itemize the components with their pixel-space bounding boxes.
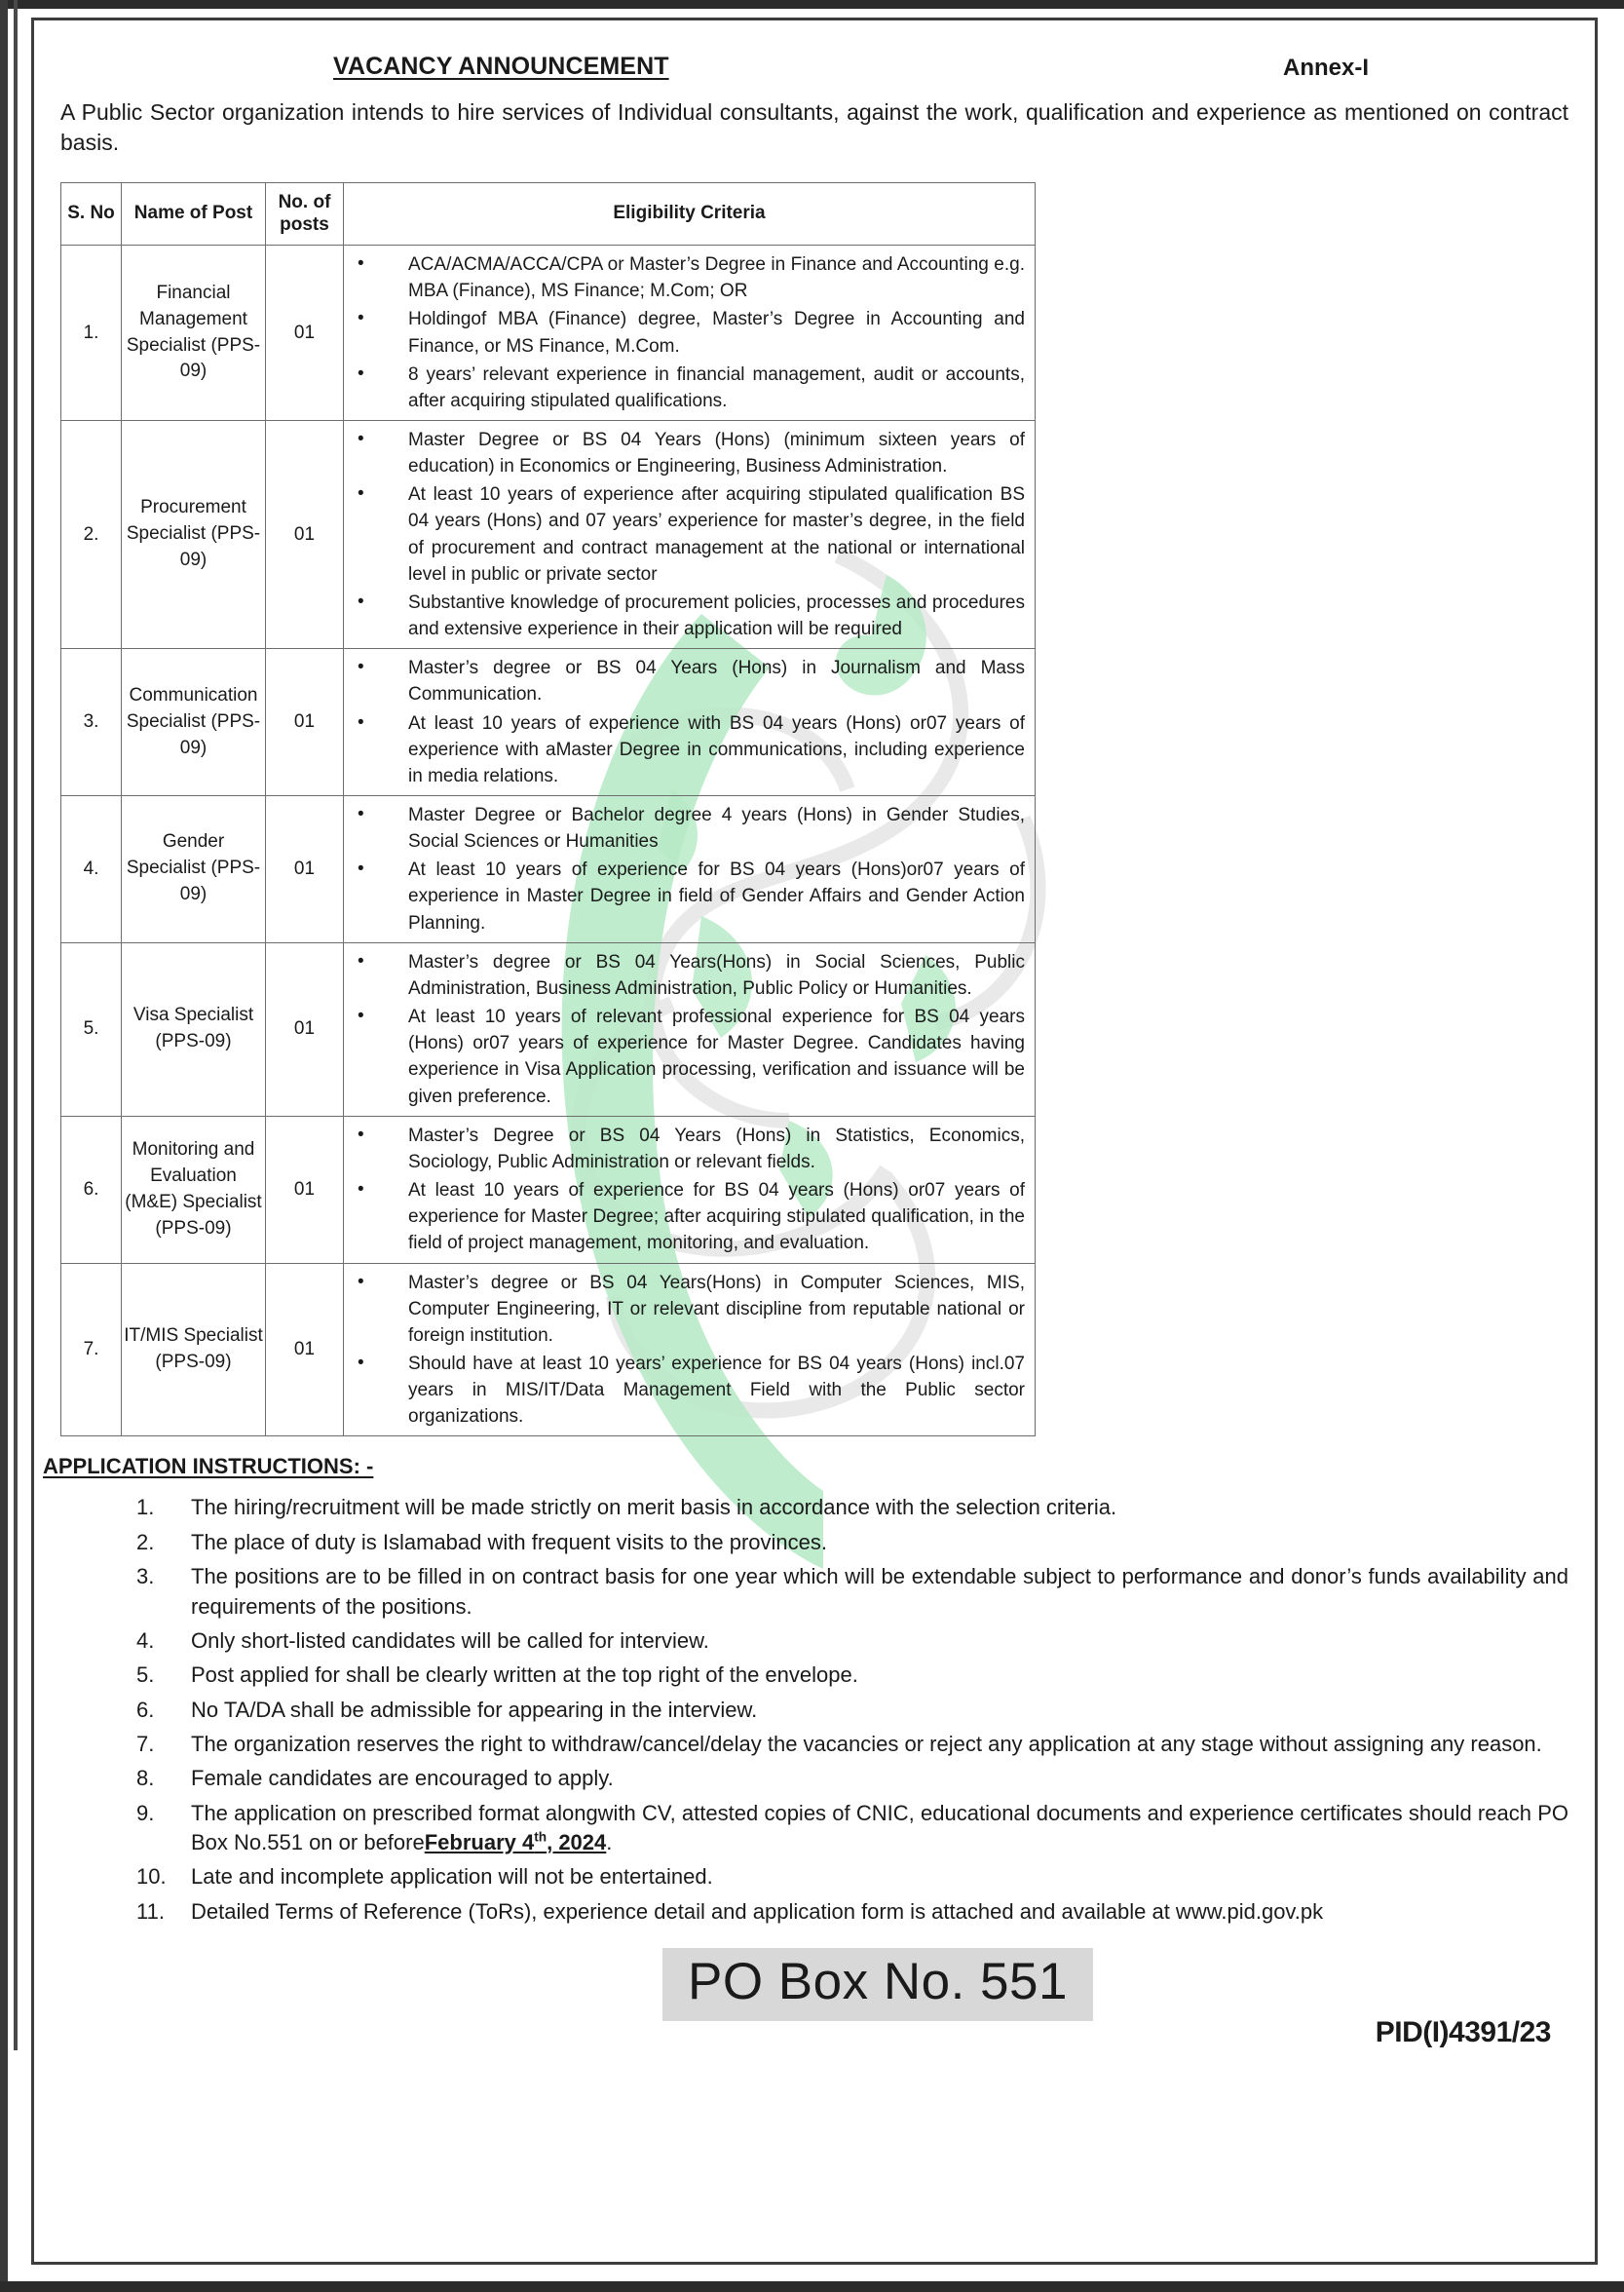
- cell-eligibility: [344, 246, 1036, 421]
- instruction-item: [136, 1799, 1568, 1858]
- instruction-text-before: The application on prescribed format alongwith CV, attested copies of CNIC, educational documents and experience certificates should reach PO Box No.551 on or before: [191, 1800, 1568, 1855]
- table-row: [61, 246, 1036, 421]
- eligibility-list: [344, 1123, 1025, 1257]
- eligibility-item: • At least 10 years of experience for BS 04 years (Hons)or07 years of experience in Master Degree in field of Gender Affairs and Gender Action Planning.: [344, 857, 1025, 936]
- vacancy-table-wrapper: [60, 182, 1568, 1437]
- cell-sno: 1.: [61, 246, 122, 421]
- cell-eligibility: [344, 796, 1036, 943]
- document-footer: [31, 1940, 1598, 2057]
- cell-sno: 5.: [61, 942, 122, 1116]
- instruction-item: Only short-listed candidates will be called for interview.: [191, 1627, 709, 1653]
- instruction-item: No TA/DA shall be admissible for appearing in the interview.: [191, 1697, 758, 1722]
- cell-eligibility: [344, 420, 1036, 648]
- cell-eligibility: [344, 649, 1036, 796]
- deadline-year: , 2024: [547, 1830, 607, 1855]
- instruction-item: Detailed Terms of Reference (ToRs), experience detail and application form is attached and available at www.pid.gov.pk: [191, 1898, 1324, 1924]
- eligibility-item: • At least 10 years of experience after acquiring stipulated qualification BS 04 years (Hons) and 07 years’ experience for master’s degree, in the field of procurement and contract management at the national or international level in public or private sector: [344, 481, 1025, 588]
- page-title: VACANCY ANNOUNCEMENT: [333, 53, 669, 80]
- instruction-item: The place of duty is Islamabad with frequent visits to the provinces.: [191, 1529, 827, 1554]
- table-row: [61, 1263, 1036, 1436]
- column-header-eligibility: Eligibility Criteria: [344, 182, 1036, 246]
- cell-eligibility: [344, 1263, 1036, 1436]
- eligibility-list: [344, 802, 1025, 936]
- instruction-item: Post applied for shall be clearly written at the top right of the envelope.: [191, 1662, 858, 1688]
- eligibility-item: • Master’s degree or BS 04 Years(Hons) in Computer Sciences, MIS, Computer Engineering, IT or relevant discipline from reputable national or foreign institution.: [344, 1270, 1025, 1349]
- application-deadline: [425, 1830, 607, 1854]
- eligibility-list: [344, 251, 1025, 414]
- annex-label: Annex-I: [1282, 55, 1369, 81]
- scan-edge-left: [0, 0, 8, 2292]
- po-box-highlight: PO Box No. 551: [662, 1948, 1093, 2021]
- instructions-list: [136, 1493, 1568, 1927]
- deadline-ordinal: th: [534, 1829, 548, 1845]
- cell-num-posts: 01: [266, 1263, 344, 1436]
- instruction-item: Late and incomplete application will not be entertained.: [191, 1864, 713, 1890]
- column-header-post: Name of Post: [122, 182, 266, 246]
- table-row: [61, 942, 1036, 1116]
- instruction-item: The hiring/recruitment will be made strictly on merit basis in accordance with the selection criteria.: [191, 1495, 1117, 1520]
- cell-post-name: Monitoring and Evaluation (M&E) Specialist (PPS-09): [122, 1116, 266, 1263]
- cell-sno: 4.: [61, 796, 122, 943]
- cell-sno: 2.: [61, 420, 122, 648]
- deadline-month-day: February 4: [424, 1830, 535, 1855]
- cell-sno: 6.: [61, 1116, 122, 1263]
- cell-post-name: Visa Specialist (PPS-09): [122, 942, 266, 1116]
- table-row: [61, 420, 1036, 648]
- instruction-item: Female candidates are encouraged to apply.: [191, 1766, 614, 1791]
- instruction-text-after: .: [606, 1830, 613, 1855]
- eligibility-list: [344, 655, 1025, 789]
- eligibility-item: • At least 10 years of experience for BS 04 years (Hons) or07 years of experience for Master Degree; after acquiring stipulated qualification, in the field of project management, monitoring, and evaluation.: [344, 1177, 1025, 1256]
- scan-edge-bottom: [0, 2281, 1624, 2292]
- table-row: [61, 649, 1036, 796]
- instruction-item: The positions are to be filled in on contract basis for one year which will be extendable subject to performance and donor’s funds availability and requirements of the positions.: [191, 1564, 1568, 1619]
- table-row: [61, 1116, 1036, 1263]
- eligibility-list: [344, 949, 1025, 1110]
- eligibility-list: [344, 1270, 1025, 1431]
- table-row: [61, 796, 1036, 943]
- document-header: [60, 53, 1568, 88]
- eligibility-list: [344, 427, 1025, 642]
- document-content: [31, 18, 1598, 2265]
- eligibility-item: • At least 10 years of relevant professional experience for BS 04 years (Hons) or07 years of experience for Master Degree. Candidates having experience in Visa Application processing, verification and issuance will be given preference.: [344, 1004, 1025, 1110]
- eligibility-item: • Substantive knowledge of procurement policies, processes and procedures and extensive experience in their application will be required: [344, 590, 1025, 642]
- eligibility-item: • Should have at least 10 years’ experience for BS 04 years (Hons) incl.07 years in MIS/IT/Data Management Field with the Public sector organizations.: [344, 1351, 1025, 1430]
- table-header-row: [61, 182, 1036, 246]
- eligibility-item: • Master Degree or BS 04 Years (Hons) (minimum sixteen years of education) in Economics or Engineering, Business Administration.: [344, 427, 1025, 479]
- cell-num-posts: 01: [266, 649, 344, 796]
- column-header-sno: S. No: [61, 182, 122, 246]
- scan-edge-top: [0, 0, 1624, 9]
- eligibility-item: • Master’s degree or BS 04 Years(Hons) in Social Sciences, Public Administration, Business Administration, Public Policy or Humanities.: [344, 949, 1025, 1002]
- instruction-item: The organization reserves the right to withdraw/cancel/delay the vacancies or reject any application at any stage without assigning any reason.: [191, 1731, 1542, 1756]
- eligibility-item: • Master’s degree or BS 04 Years (Hons) in Journalism and Mass Communication.: [344, 655, 1025, 707]
- cell-post-name: Procurement Specialist (PPS-09): [122, 420, 266, 648]
- cell-eligibility: [344, 942, 1036, 1116]
- cell-num-posts: 01: [266, 1116, 344, 1263]
- vacancy-table: [60, 182, 1036, 1437]
- cell-num-posts: 01: [266, 246, 344, 421]
- cell-sno: 3.: [61, 649, 122, 796]
- cell-num-posts: 01: [266, 942, 344, 1116]
- cell-post-name: Communication Specialist (PPS-09): [122, 649, 266, 796]
- scan-edge-left-inner: [14, 0, 18, 2050]
- eligibility-item: • 8 years’ relevant experience in financial management, audit or accounts, after acquiring stipulated qualifications.: [344, 362, 1025, 414]
- vacancy-table-body: [61, 246, 1036, 1436]
- eligibility-item: • Holdingof MBA (Finance) degree, Master’s Degree in Accounting and Finance, or MS Finance, M.Com.: [344, 306, 1025, 359]
- eligibility-item: • Master’s Degree or BS 04 Years (Hons) in Statistics, Economics, Sociology, Public Administration or relevant fields.: [344, 1123, 1025, 1175]
- cell-eligibility: [344, 1116, 1036, 1263]
- eligibility-item: • Master Degree or Bachelor degree 4 years (Hons) in Gender Studies, Social Sciences or Humanities: [344, 802, 1025, 855]
- column-header-num-posts: No. of posts: [266, 182, 344, 246]
- eligibility-item: • ACA/ACMA/ACCA/CPA or Master’s Degree in Finance and Accounting e.g. MBA (Finance), MS Finance; M.Com; OR: [344, 251, 1025, 304]
- intro-paragraph: A Public Sector organization intends to hire services of Individual consultants, against the work, qualification and experience as mentioned on contract basis.: [60, 99, 1568, 156]
- eligibility-item: • At least 10 years of experience with BS 04 years (Hons) or07 years of experience with aMaster Degree in communications, including experience in media relations.: [344, 710, 1025, 789]
- cell-num-posts: 01: [266, 796, 344, 943]
- cell-post-name: Financial Management Specialist (PPS-09): [122, 246, 266, 421]
- pid-reference: PID(I)4391/23: [1375, 2016, 1551, 2049]
- instructions-heading: APPLICATION INSTRUCTIONS: -: [43, 1454, 374, 1479]
- cell-post-name: IT/MIS Specialist (PPS-09): [122, 1263, 266, 1436]
- cell-sno: 7.: [61, 1263, 122, 1436]
- cell-post-name: Gender Specialist (PPS-09): [122, 796, 266, 943]
- cell-num-posts: 01: [266, 420, 344, 648]
